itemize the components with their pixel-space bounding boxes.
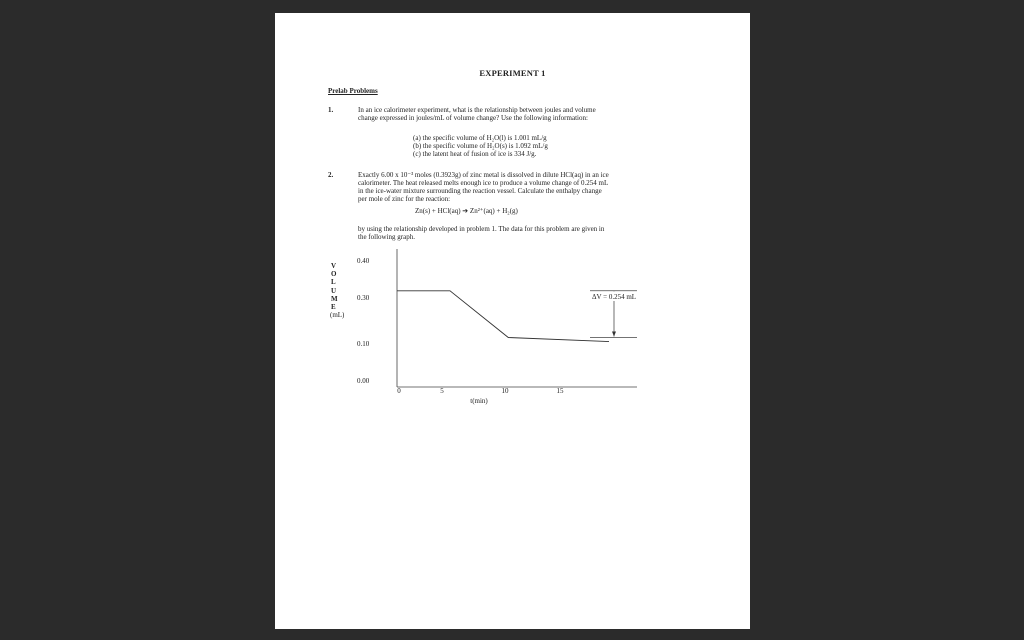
y-axis-letter: O xyxy=(331,270,337,279)
volume-data-line xyxy=(397,291,609,342)
problem-2-line-6: the following graph. xyxy=(358,233,415,241)
reaction-equation: Zn(s) + HCl(aq) ➔ Zn²⁺(aq) + H₂(g) xyxy=(415,207,518,215)
info-item-c: (c) the latent heat of fusion of ice is 334 J/g. xyxy=(413,150,537,158)
y-tick-label: 0.10 xyxy=(357,340,370,348)
arrow-head-down xyxy=(612,332,616,337)
y-tick-label: 0.40 xyxy=(357,257,370,265)
prelab-heading: Prelab Problems xyxy=(328,87,378,95)
delta-v-label: ΔV = 0.254 mL xyxy=(591,293,637,301)
x-axis-title: t(min) xyxy=(470,397,488,405)
document-page xyxy=(275,13,750,629)
problem-1-line-2: change expressed in joules/mL of volume change? Use the following information: xyxy=(358,114,588,122)
problem-2-line-3: in the ice-water mixture surrounding the reaction vessel. Calculate the enthalpy change xyxy=(358,187,602,195)
problem-1-number: 1. xyxy=(328,106,334,114)
experiment-title: EXPERIMENT 1 xyxy=(479,68,546,78)
y-axis-letter: L xyxy=(331,278,336,287)
problem-2-line-2: calorimeter. The heat released melts enough ice to produce a volume change of 0.254 mL xyxy=(358,179,609,187)
x-tick-label: 10 xyxy=(501,387,509,395)
x-tick-label: 0 xyxy=(397,387,401,395)
problem-2-line-1: Exactly 6.00 x 10⁻³ moles (0.3923g) of zinc metal is dissolved in dilute HCl(aq) in an ice xyxy=(358,171,609,179)
problem-2-number: 2. xyxy=(328,171,334,179)
y-axis-letter: E xyxy=(331,303,336,312)
x-tick-label: 15 xyxy=(556,387,564,395)
volume-time-chart xyxy=(275,13,750,629)
problem-2-line-5: by using the relationship developed in problem 1. The data for this problem are given in xyxy=(358,225,605,233)
problem-2-line-4: per mole of zinc for the reaction: xyxy=(358,195,451,203)
y-tick-label: 0.00 xyxy=(357,377,370,385)
info-item-b: (b) the specific volume of H₂O(s) is 1.092 mL/g xyxy=(413,142,548,150)
y-axis-letter: V xyxy=(331,262,337,270)
info-item-a: (a) the specific volume of H₂O(l) is 1.001 mL/g xyxy=(413,134,547,142)
y-tick-label: 0.30 xyxy=(357,294,370,302)
problem-1-line-1: In an ice calorimeter experiment, what is the relationship between joules and volume xyxy=(358,106,596,114)
x-tick-label: 5 xyxy=(440,387,444,395)
y-axis-letter: M xyxy=(331,294,338,303)
y-axis-letter: U xyxy=(331,286,337,295)
y-axis-unit: (mL) xyxy=(330,311,345,320)
